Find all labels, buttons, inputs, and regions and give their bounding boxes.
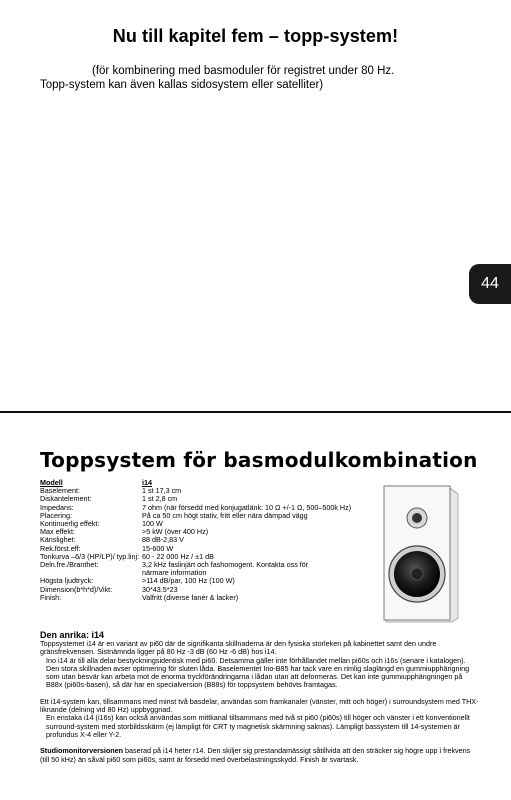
spec-value: 1 st 2,8 cm (142, 494, 178, 504)
body-paragraph-1: Toppsystemet i14 är en variant av pi60 där de signifikanta skillnaderna är den fysiska storleken på kabinettet samt den undre gränsfrekvensen. Sistnämnda ligger på 80 Hz -3 dB (60 Hz -6 dB) hos i14. (40, 639, 437, 657)
spec-row (40, 536, 390, 544)
spec-label: Placering: (40, 510, 72, 520)
speaker-image (380, 484, 462, 624)
spec-label: Dimension(b*h*d)/Vikt: (40, 584, 113, 594)
chapter-subtitle-line-2: Topp-system kan även kallas sidosystem eller satelliter) (40, 79, 324, 91)
body-text (40, 630, 480, 772)
body-paragraph-2: Ett i14-system kan, tillsammans med minst två basdelar, användas som framkanaler (vänster, mitt och höger) i surroundsystem med THX-liknande (delning vid 80 Hz) uppbyggnad. (40, 696, 479, 715)
spec-value: På ca 50 cm högt stativ, fritt eller nära dämpad vägg (142, 510, 308, 520)
section-title: Toppsystem för basmodulkombination (40, 448, 478, 472)
spec-value: 7 ohm (när försedd med konjugatlänk: 10 Ω +/-1 Ω, 500–500k Hz) (142, 502, 352, 512)
page-number-tab: 44 (469, 264, 511, 304)
spec-label: Finish: (40, 592, 62, 602)
spec-label: Impedans: (40, 502, 74, 512)
spec-header-label: Modell (40, 478, 63, 487)
chapter-subtitle-line-1: (för kombinering med basmoduler för registret under 80 Hz. (92, 65, 395, 77)
chapter-title: Nu till kapitel fem – topp-system! (112, 26, 399, 46)
spec-header-row (40, 479, 390, 487)
body-heading: Den anrika: i14 (40, 630, 105, 640)
section-divider (0, 411, 511, 413)
spec-header-value: i14 (142, 478, 152, 487)
spec-row (40, 487, 390, 495)
spec-label: Diskantelement: (40, 494, 92, 504)
spec-label: Rek.först.eff: (40, 543, 81, 553)
spec-row (40, 594, 390, 602)
spec-label: Deln.fre./Branthet: (40, 560, 99, 570)
spec-value: >114 dB/par, 100 Hz (100 W) (142, 576, 235, 586)
body-paragraph-3 (40, 747, 480, 764)
body-paragraph-2b: En enstaka i14 (i16s) kan också användas som mittkanal tillsammans med två st pi60 (pi60s) till höger och vänster i ett konventionellt surround-system med storbildsskärm (ej lämpligt för CRT ty magnetisk skärmning saknas). Lämpligt bassystem till 14-systemen är profundus X-4 eller Y-2. (46, 713, 470, 739)
spec-value: 100 W (142, 519, 163, 529)
spec-label: Tonkurva –6/3 (HP/LP)/ typ.linj: (40, 551, 140, 561)
body-paragraph-3-bold: Studiomonitorversionen (40, 746, 124, 756)
spec-row (40, 520, 390, 528)
spec-row (40, 561, 390, 569)
spec-table (40, 479, 390, 602)
spec-label: Baselement: (40, 486, 80, 496)
spec-label: Högsta ljudtryck: (40, 576, 94, 586)
spec-label: Max effekt: (40, 527, 76, 537)
spec-value: 60 - 22 000 Hz / ±1 dB (142, 551, 214, 561)
spec-value: 30*43.5*23 (142, 584, 178, 594)
body-paragraph-3-text: baserad på i14 heter r14. Den skiljer sig prestandamässigt såtillvida att den sträcker sig högre upp i frekvens (till 50 kHz) än såväl pi60 som pi60s, samt är försedd med överbelastningsskydd. Finish är svartask. (40, 746, 471, 764)
spec-value: 1 st 17,3 cm (142, 486, 182, 496)
spec-value: >5 kW (över 400 Hz) (142, 527, 209, 537)
spec-label: Känslighet: (40, 535, 76, 545)
spec-value: 3,2 kHz faslinjärt och fashomogent. Kontakta oss för (142, 560, 309, 570)
chapter-subtitle (40, 64, 480, 92)
spec-value: 88 dB-2,83 V (142, 535, 184, 545)
spec-value: 15-600 W (142, 543, 174, 553)
spec-value: Valfritt (diverse fanér & lacker) (142, 592, 239, 602)
spec-value: närmare information (142, 568, 207, 578)
spec-row (40, 528, 390, 536)
body-paragraph-1b: Ino i14 är till alla delar bestyckningsidentisk med pi60. Detsamma gäller inte förhållandet mellan pi60s och i16s (senare i katalogen). Den stora skillnaden avser optimering för sluten låda. Baselementet Ino-B85 har tack vare en rimlig slaglängd en gummiupphängning som utan besvär kan arbeta mot de enorma tryckförändringarna i lådan utan att deformeras. Det kan inte gummiupphängningen på B88x (pi60s-basen), så där har en specialversion (B88s) för toppsystem behövts framtagas. (46, 655, 470, 690)
spec-label: Kontinuerlig effekt: (40, 519, 100, 529)
